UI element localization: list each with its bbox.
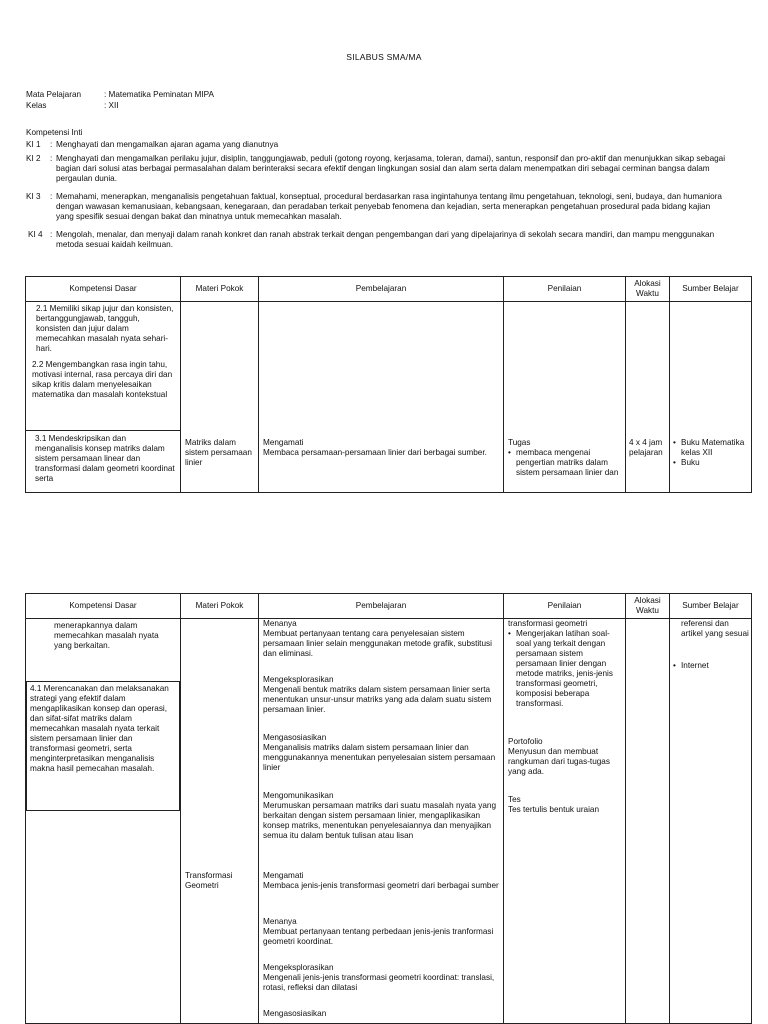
pemb-title: Mengamati [263,438,304,447]
pemb-step-text: Mengenali jenis-jenis transformasi geometri koordinat: translasi, rotasi, refleksi dan dilatasi [263,973,495,992]
tes-title: Tes [508,795,521,804]
sumber-continued: referensi dan artikel yang sesuai [681,619,749,638]
pemb-step-menanya-2 [263,917,501,947]
ki-3-text: Memahami, menerapkan, menganalisis pengetahuan faktual, konseptual, procedural berdasarkan rasa ingintahunya tentang ilmu pengetahuan, teknologi, seni, budaya, dan humaniora dengan wawasan kemanusiaan, kebangsaan, kenegaraan, dan peradaban terkait penyebab fenomena dan kejadian, serta menerapkan pengetahuan prosedural pada bidang kajian yang spesifik sesuai dengan bakat dan minatnya untuk memecahkan masalah. [56,192,722,221]
pen-continued: transformasi geometri [508,619,588,628]
sumber-cell [670,302,752,493]
ki-1-sep: : [50,140,53,149]
ki-2-label: KI 2 [26,154,41,163]
header-pembelajaran: Pembelajaran [259,594,504,619]
pemb-step-text: Merumuskan persamaan matriks dari suatu masalah nyata yang berkaitan dengan sistem persamaan linier, mengaplikasikan konsep matriks, menentukan penyelesaiannya dan menyajikan semua itu dalam bentuk tulisan atau lisan [263,801,496,840]
class-value: : XII [104,101,119,110]
subject-label: Mata Pelajaran [26,90,82,99]
tes-text: Tes tertulis bentuk uraian [508,805,600,814]
pen-list [508,448,623,478]
sumber-cell [670,619,752,1024]
penilaian-cell [504,302,626,493]
pemb-step-asosiasi [263,733,501,773]
pemb-step-title: Mengamati [263,871,304,880]
pen-item: • Mengerjakan latihan soal-soal yang terkait dengan persamaan sistem persamaan linier dengan metode matriks, jenis-jenis transformasi geometri, komposisi beberapa transformasi. [508,629,623,709]
syllabus-table-1 [25,276,752,493]
ki-2-text: Menghayati dan mengamalkan perilaku jujur, disiplin, tanggungjawab, peduli (gotong royong, kerjasama, toleran, damai), santun, responsif dan pro-aktif dan menunjukkan sikap sebagai bagian dari solusi atas berbagai permasalahan dalam berinteraksi secara efektif dengan lingkungan sosial dan alam serta dalam menempatkan diri sebagai cerminan bangsa dalam pergaulan dunia. [56,154,726,183]
pemb-step-komunikasi [263,791,501,841]
subject-value: : Matematika Peminatan MIPA [104,90,214,99]
penilaian-cell [504,619,626,1024]
pemb-step-eksplorasi-2 [263,963,501,993]
header-penilaian: Penilaian [504,594,626,619]
sumber-item: • Buku Matematika kelas XII [673,438,749,458]
portofolio-title: Portofolio [508,737,543,746]
ki-3-label: KI 3 [26,192,41,201]
subject-meta [26,90,214,112]
pen-item: • membaca mengenai pengertian matriks dalam sistem persamaan linier dan [508,448,623,478]
portofolio-text: Menyusun dan membuat rangkuman dari tugas-tugas yang ada. [508,747,610,776]
pemb-text: Membaca persamaan-persamaan linier dari berbagai sumber. [263,448,487,457]
materi-cell [181,619,259,1024]
pembelajaran-cell [259,302,504,493]
ki-1-text: Menghayati dan mengamalkan ajaran agama yang dianutnya [56,140,279,149]
pemb-step-menanya [263,619,501,659]
header-kd: Kompetensi Dasar [26,594,181,619]
kd-3-1-box [25,430,181,492]
header-materi: Materi Pokok [181,594,259,619]
alokasi-text: 4 x 4 jam pelajaran [629,438,663,457]
pemb-step-text: Membaca jenis-jenis transformasi geometri dari berbagai sumber [263,881,499,890]
header-sumber: Sumber Belajar [670,594,752,619]
ki-2-sep: : [50,154,53,163]
pemb-step-text: Membuat pertanyaan tentang cara penyelesaian sistem persamaan linier selain menggunakan metode grafik, substitusi dan eliminasi. [263,629,492,658]
pemb-step-title: Mengeksplorasikan [263,963,334,972]
pemb-step-title: Mengeksplorasikan [263,675,334,684]
kd-cell [26,619,181,1024]
pemb-step-text: Mengenali bentuk matriks dalam sistem persamaan linier serta menentukan unsur-unsur matriks yang ada dalam suatu sistem persamaan linier. [263,685,492,714]
header-materi: Materi Pokok [181,277,259,302]
class-label: Kelas [26,101,47,110]
pemb-step-asosiasi-2 [263,1009,501,1019]
ki-4-label: KI 4 [28,230,43,239]
materi-2-text: Transformasi Geometri [185,871,233,890]
ki-heading: Kompetensi Inti [26,128,83,137]
pen-list [508,629,623,709]
sumber-item: • Internet [673,661,749,671]
pembelajaran-cell [259,619,504,1024]
kd-3-1-continued: menerapkannya dalam memecahkan masalah nyata yang berkaitan. [54,621,159,650]
pemb-step-title: Menanya [263,619,297,628]
materi-cell [181,302,259,493]
document-title: SILABUS SMA/MA [346,52,422,62]
pemb-step-title: Menanya [263,917,297,926]
pemb-step-text: Membuat pertanyaan tentang perbedaan jenis-jenis tranformasi geometri koordinat. [263,927,494,946]
pemb-step-title: Mengasosiasikan [263,733,327,742]
sumber-item: • Buku [673,458,749,468]
syllabus-table-2 [25,593,752,1024]
kd-4-1-box [26,681,180,811]
kd-3-1: 3.1 Mendeskripsikan dan menganalisis konsep matriks dalam sistem persamaan linear dan transformasi dalam geometri koordinat serta [35,434,175,483]
header-penilaian: Penilaian [504,277,626,302]
header-sumber: Sumber Belajar [670,277,752,302]
pemb-step-title: Mengasosiasikan [263,1009,327,1018]
header-pembelajaran: Pembelajaran [259,277,504,302]
ki-3-sep: : [50,192,53,201]
kd-cell [26,302,181,493]
header-alokasi: Alokasi Waktu [626,594,670,619]
ki-4-text: Mengolah, menalar, dan menyaji dalam ranah konkret dan ranah abstrak terkait dengan pengembangan dari yang dipelajarinya di sekolah secara mandiri, dan mampu menggunakan metoda sesuai kaidah keilmuan. [56,230,715,249]
pemb-step-eksplorasi [263,675,501,715]
sumber-list [673,438,749,468]
header-kd: Kompetensi Dasar [26,277,181,302]
pen-title: Tugas [508,438,531,447]
header-alokasi: Alokasi Waktu [626,277,670,302]
pemb-step-mengamati [263,871,501,891]
alokasi-cell [626,302,670,493]
sumber-list [673,661,749,671]
kd-2-1: 2.1 Memiliki sikap jujur dan konsisten, bertanggungjawab, tangguh, konsisten dan jujur dalam memecahkan masalah nyata sehari-hari. [36,304,174,353]
kd-4-1: 4.1 Merencanakan dan melaksanakan strategi yang efektif dalam mengaplikasikan konsep dan operasi, dan sifat-sifat matriks dalam memecahkan masalah nyata terkait sistem persamaan linier dan transformasi geometri, serta menginterpretasikan menganalisis makna hasil pemecahan masalah. [30,684,169,773]
materi-text: Matriks dalam sistem persamaan linier [185,438,252,467]
pemb-step-title: Mengomunikasikan [263,791,334,800]
ki-4-sep: : [50,230,53,239]
pemb-step-text: Menganalisis matriks dalam sistem persamaan linier dan menggunakannya menentukan penyelesaian sistem persamaan linier [263,743,496,772]
kd-2-2: 2.2 Mengembangkan rasa ingin tahu, motivasi internal, rasa percaya diri dan sikap kritis dalam menyelesaikan matematika dan masalah kontekstual [32,360,173,399]
ki-1-label: KI 1 [26,140,41,149]
alokasi-cell [626,619,670,1024]
